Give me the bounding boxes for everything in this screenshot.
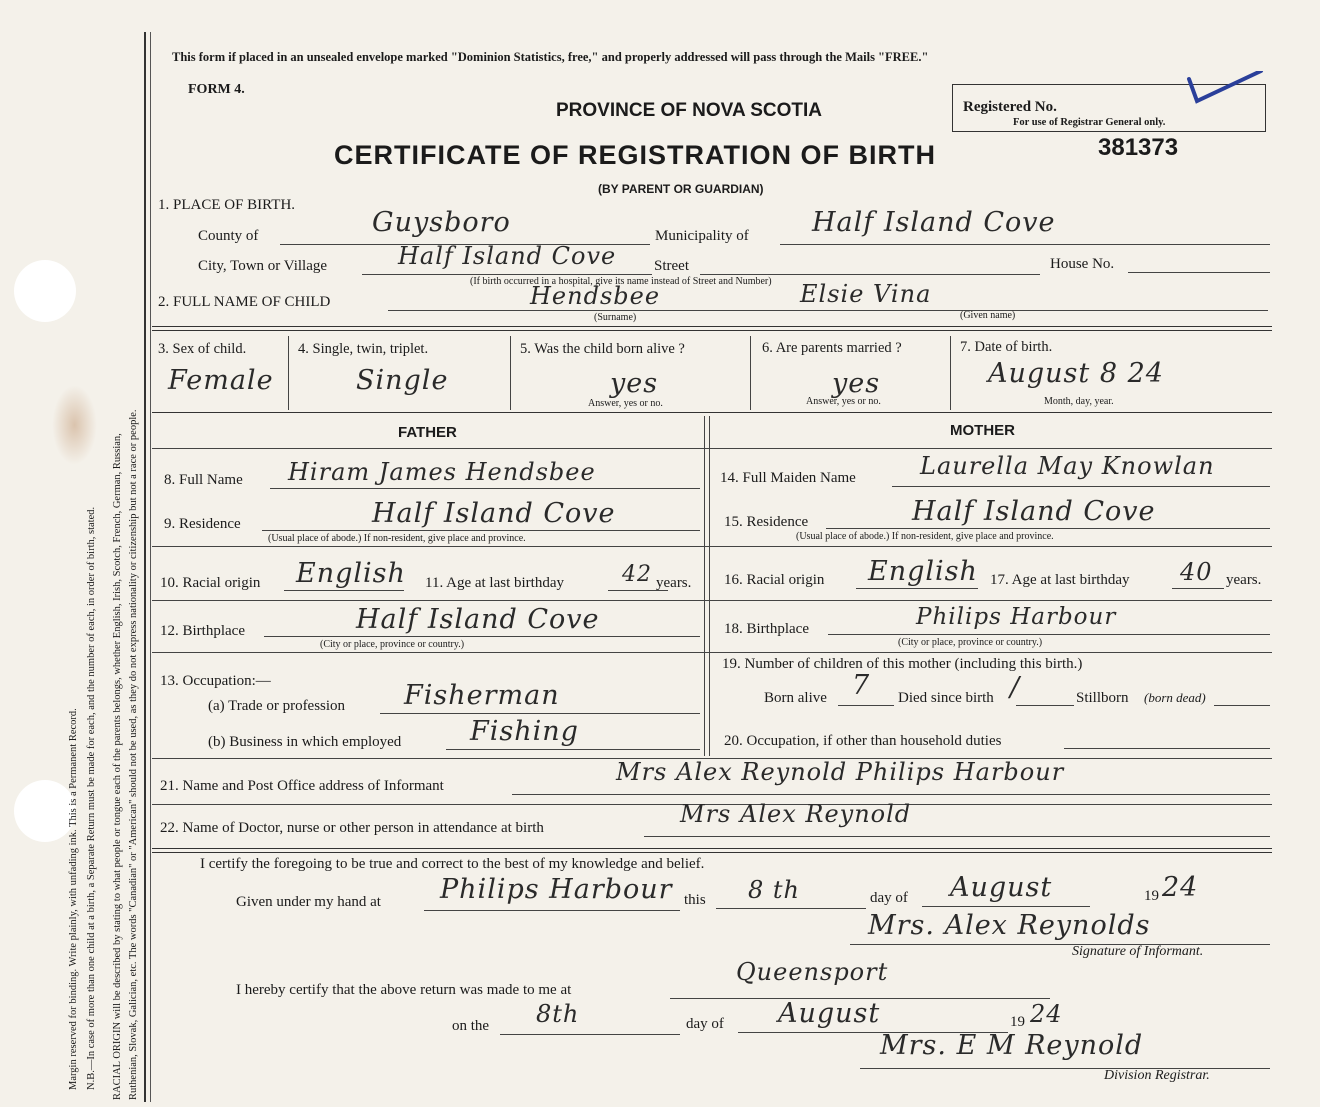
father-trade-label: (a) Trade or profession — [208, 698, 346, 714]
margin-note-1: Margin reserved for binding. Write plainly, with unfading ink. This is a Permanent Record. — [68, 708, 79, 1090]
column-divider — [709, 416, 710, 756]
father-business-label: (b) Business in which employed — [208, 734, 402, 750]
registered-no-box — [952, 84, 1266, 132]
given-day-line — [716, 908, 866, 909]
child-name-line — [388, 310, 1268, 311]
mother-birthplace-caption: (City or place, province or country.) — [898, 637, 1043, 648]
registrar-year-prefix: 19 — [1010, 1014, 1025, 1030]
given-place-value: Philips Harbour — [440, 874, 673, 905]
mother-residence-label: 15. Residence — [724, 514, 809, 530]
dob-value: August 8 24 — [988, 358, 1164, 389]
father-racial-line — [284, 590, 404, 591]
mother-name-label: 14. Full Maiden Name — [720, 470, 856, 486]
rule — [152, 848, 1272, 849]
house-no-line — [1128, 272, 1270, 273]
married-value: yes — [832, 368, 881, 399]
mother-age-unit: years. — [1226, 572, 1262, 588]
father-name-value: Hiram James Hendsbee — [288, 458, 596, 486]
child-name-label: 2. FULL NAME OF CHILD — [158, 294, 331, 310]
street-note: (If birth occurred in a hospital, give its name instead of Street and Number) — [470, 276, 772, 287]
mother-racial-label: 16. Racial origin — [724, 572, 825, 588]
stillborn-line — [1214, 705, 1270, 706]
house-no-label: House No. — [1050, 256, 1115, 272]
father-business-value: Fishing — [470, 716, 579, 747]
father-birthplace-line — [264, 636, 700, 637]
stillborn-caption: (born dead) — [1144, 690, 1206, 705]
mother-occupation-label: 20. Occupation, if other than household duties — [724, 733, 1002, 749]
born-alive-label: 5. Was the child born alive ? — [520, 341, 685, 357]
father-age-label: 11. Age at last birthday — [425, 575, 564, 591]
given-month-value: August — [950, 872, 1053, 903]
child-given-name: Elsie Vina — [800, 280, 932, 308]
father-residence-line — [262, 530, 700, 531]
box-divider — [288, 336, 289, 410]
registered-no-label: Registered No. — [963, 99, 1057, 115]
married-label: 6. Are parents married ? — [762, 340, 902, 356]
father-residence-caption: (Usual place of abode.) If non-resident, give place and province. — [268, 533, 526, 544]
given-place-line — [424, 910, 680, 911]
born-alive-count-value: 7 — [852, 670, 871, 701]
given-year-prefix: 19 — [1144, 888, 1159, 904]
postal-notice: This form if placed in an unsealed envelope marked "Dominion Statistics, free," and properly addressed will pass through the Mails "FREE." — [172, 50, 929, 64]
margin-note-3: RACIAL ORIGIN will be described by stating to what people or tongue each of the parents belongs, whether English, Irish, Scotch, French, German, Russian, — [112, 433, 123, 1100]
father-age-value: 42 — [622, 562, 652, 587]
mother-age-value: 40 — [1180, 558, 1213, 586]
binding-margin-line-inner — [150, 32, 151, 1102]
given-month-line — [922, 906, 1090, 907]
mother-occupation-line — [1064, 748, 1270, 749]
sex-value: Female — [168, 365, 274, 396]
mother-age-line — [1172, 588, 1224, 589]
rule — [152, 852, 1272, 853]
registrar-place-value: Queensport — [736, 958, 889, 986]
mother-age-label: 17. Age at last birthday — [990, 572, 1130, 588]
margin-note-2: N.B.—In case of more than one child at a birth, a Separate Return must be made for each, and the number of each, in order of birth, stated. — [86, 506, 97, 1090]
died-since-birth-label: Died since birth — [898, 690, 994, 706]
sex-label: 3. Sex of child. — [158, 341, 247, 357]
father-racial-label: 10. Racial origin — [160, 575, 261, 591]
certification-statement: I certify the foregoing to be true and correct to the best of my knowledge and belief. — [200, 856, 705, 872]
municipality-value: Half Island Cove — [812, 207, 1056, 238]
mother-heading: MOTHER — [950, 422, 1015, 439]
married-caption: Answer, yes or no. — [806, 396, 881, 407]
informant-line — [512, 794, 1270, 795]
rule — [152, 546, 1272, 547]
county-value: Guysboro — [372, 207, 511, 238]
plurality-label: 4. Single, twin, triplet. — [298, 341, 429, 357]
plurality-value: Single — [356, 365, 449, 396]
this-label: this — [684, 892, 706, 908]
mother-racial-line — [856, 588, 978, 589]
box-divider — [750, 336, 751, 410]
city-label: City, Town or Village — [198, 258, 328, 274]
mother-birthplace-line — [828, 634, 1270, 635]
box-divider — [510, 336, 511, 410]
father-name-line — [270, 488, 700, 489]
punch-hole-bottom — [14, 780, 76, 842]
child-surname: Hendsbee — [530, 282, 661, 310]
rule — [152, 326, 1272, 327]
born-alive-count-line — [838, 705, 894, 706]
rule — [152, 330, 1272, 331]
doctor-line — [644, 836, 1270, 837]
father-racial-value: English — [296, 558, 406, 589]
father-age-unit: years. — [656, 575, 692, 591]
informant-signature-line — [850, 944, 1270, 945]
father-residence-label: 9. Residence — [164, 516, 241, 532]
mother-name-value: Laurella May Knowlan — [920, 452, 1215, 480]
mother-name-line — [892, 486, 1270, 487]
father-name-label: 8. Full Name — [164, 472, 243, 488]
father-heading: FATHER — [398, 424, 457, 441]
father-birthplace-value: Half Island Cove — [356, 604, 600, 635]
rule — [152, 652, 1272, 653]
rule — [152, 448, 1272, 449]
informant-label: 21. Name and Post Office address of Informant — [160, 778, 444, 794]
dob-caption: Month, day, year. — [1044, 396, 1114, 407]
city-line — [362, 274, 652, 275]
mother-birthplace-value: Philips Harbour — [916, 604, 1117, 630]
doctor-label: 22. Name of Doctor, nurse or other person in attendance at birth — [160, 820, 544, 836]
city-value: Half Island Cove — [398, 242, 617, 270]
certificate-subtitle: (BY PARENT OR GUARDIAN) — [598, 182, 764, 196]
born-alive-value: yes — [610, 368, 659, 399]
checkmark-icon — [1185, 71, 1265, 111]
mother-residence-caption: (Usual place of abode.) If non-resident, give place and province. — [796, 531, 1054, 542]
registrar-month-value: August — [778, 998, 881, 1029]
father-business-line — [446, 749, 700, 750]
given-year-value: 24 — [1162, 872, 1199, 903]
form-number: FORM 4. — [188, 82, 245, 97]
registrar-day-value: 8th — [536, 1000, 580, 1028]
rule — [152, 600, 1272, 601]
born-alive-count-label: Born alive — [764, 690, 827, 706]
father-birthplace-label: 12. Birthplace — [160, 623, 245, 639]
mother-residence-line — [826, 528, 1270, 529]
column-divider — [704, 416, 705, 756]
registrar-year-value: 24 — [1030, 1000, 1063, 1028]
given-day-value: 8 th — [748, 876, 800, 904]
registrar-signature: Mrs. E M Reynold — [880, 1030, 1144, 1061]
day-of-label-2: day of — [686, 1016, 724, 1032]
informant-value: Mrs Alex Reynold Philips Harbour — [616, 758, 1065, 786]
street-line — [700, 274, 1040, 275]
mother-racial-value: English — [868, 556, 978, 587]
paper-stain — [52, 385, 97, 465]
certificate-title: CERTIFICATE OF REGISTRATION OF BIRTH — [334, 140, 936, 170]
given-name-caption: (Given name) — [960, 310, 1016, 321]
municipality-label: Municipality of — [655, 228, 749, 244]
mother-residence-value: Half Island Cove — [912, 496, 1156, 527]
doctor-value: Mrs Alex Reynold — [680, 800, 912, 828]
mother-birthplace-label: 18. Birthplace — [724, 621, 809, 637]
father-birthplace-caption: (City or place, province or country.) — [320, 639, 465, 650]
day-of-label: day of — [870, 890, 908, 906]
municipality-line — [780, 244, 1270, 245]
registrar-caption: Division Registrar. — [1104, 1068, 1210, 1083]
box-divider — [950, 336, 951, 410]
province-heading: PROVINCE OF NOVA SCOTIA — [556, 100, 823, 121]
father-trade-line — [380, 713, 700, 714]
children-count-label: 19. Number of children of this mother (including this birth.) — [722, 656, 1083, 672]
surname-caption: (Surname) — [594, 312, 637, 323]
street-label: Street — [654, 258, 689, 274]
binding-margin-line — [144, 32, 146, 1102]
punch-hole-top — [14, 260, 76, 322]
county-label: County of — [198, 228, 259, 244]
given-under-hand-label: Given under my hand at — [236, 894, 381, 910]
place-of-birth-label: 1. PLACE OF BIRTH. — [158, 197, 296, 213]
father-residence-value: Half Island Cove — [372, 498, 616, 529]
margin-note-4: Ruthenian, Slovak, Galician, etc. The words "Canadian" or "American" should not be used, as they do not express nationality or citizenship but not a race or people. — [128, 409, 139, 1100]
born-alive-caption: Answer, yes or no. — [588, 398, 663, 409]
father-occupation-label: 13. Occupation:— — [160, 673, 271, 689]
informant-signature-caption: Signature of Informant. — [1072, 944, 1204, 959]
registrar-use-label: For use of Registrar General only. — [1013, 117, 1166, 128]
registrar-statement: I hereby certify that the above return was made to me at — [236, 982, 572, 998]
informant-signature: Mrs. Alex Reynolds — [868, 910, 1151, 941]
rule — [152, 412, 1272, 413]
registration-number: 381373 — [1098, 134, 1179, 161]
dob-label: 7. Date of birth. — [960, 339, 1053, 355]
father-trade-value: Fisherman — [404, 680, 560, 711]
on-the-label: on the — [452, 1018, 490, 1034]
died-since-birth-line — [1016, 705, 1074, 706]
died-since-birth-value: / — [1010, 672, 1021, 703]
stillborn-label: Stillborn — [1076, 690, 1129, 706]
registrar-day-line — [500, 1034, 680, 1035]
